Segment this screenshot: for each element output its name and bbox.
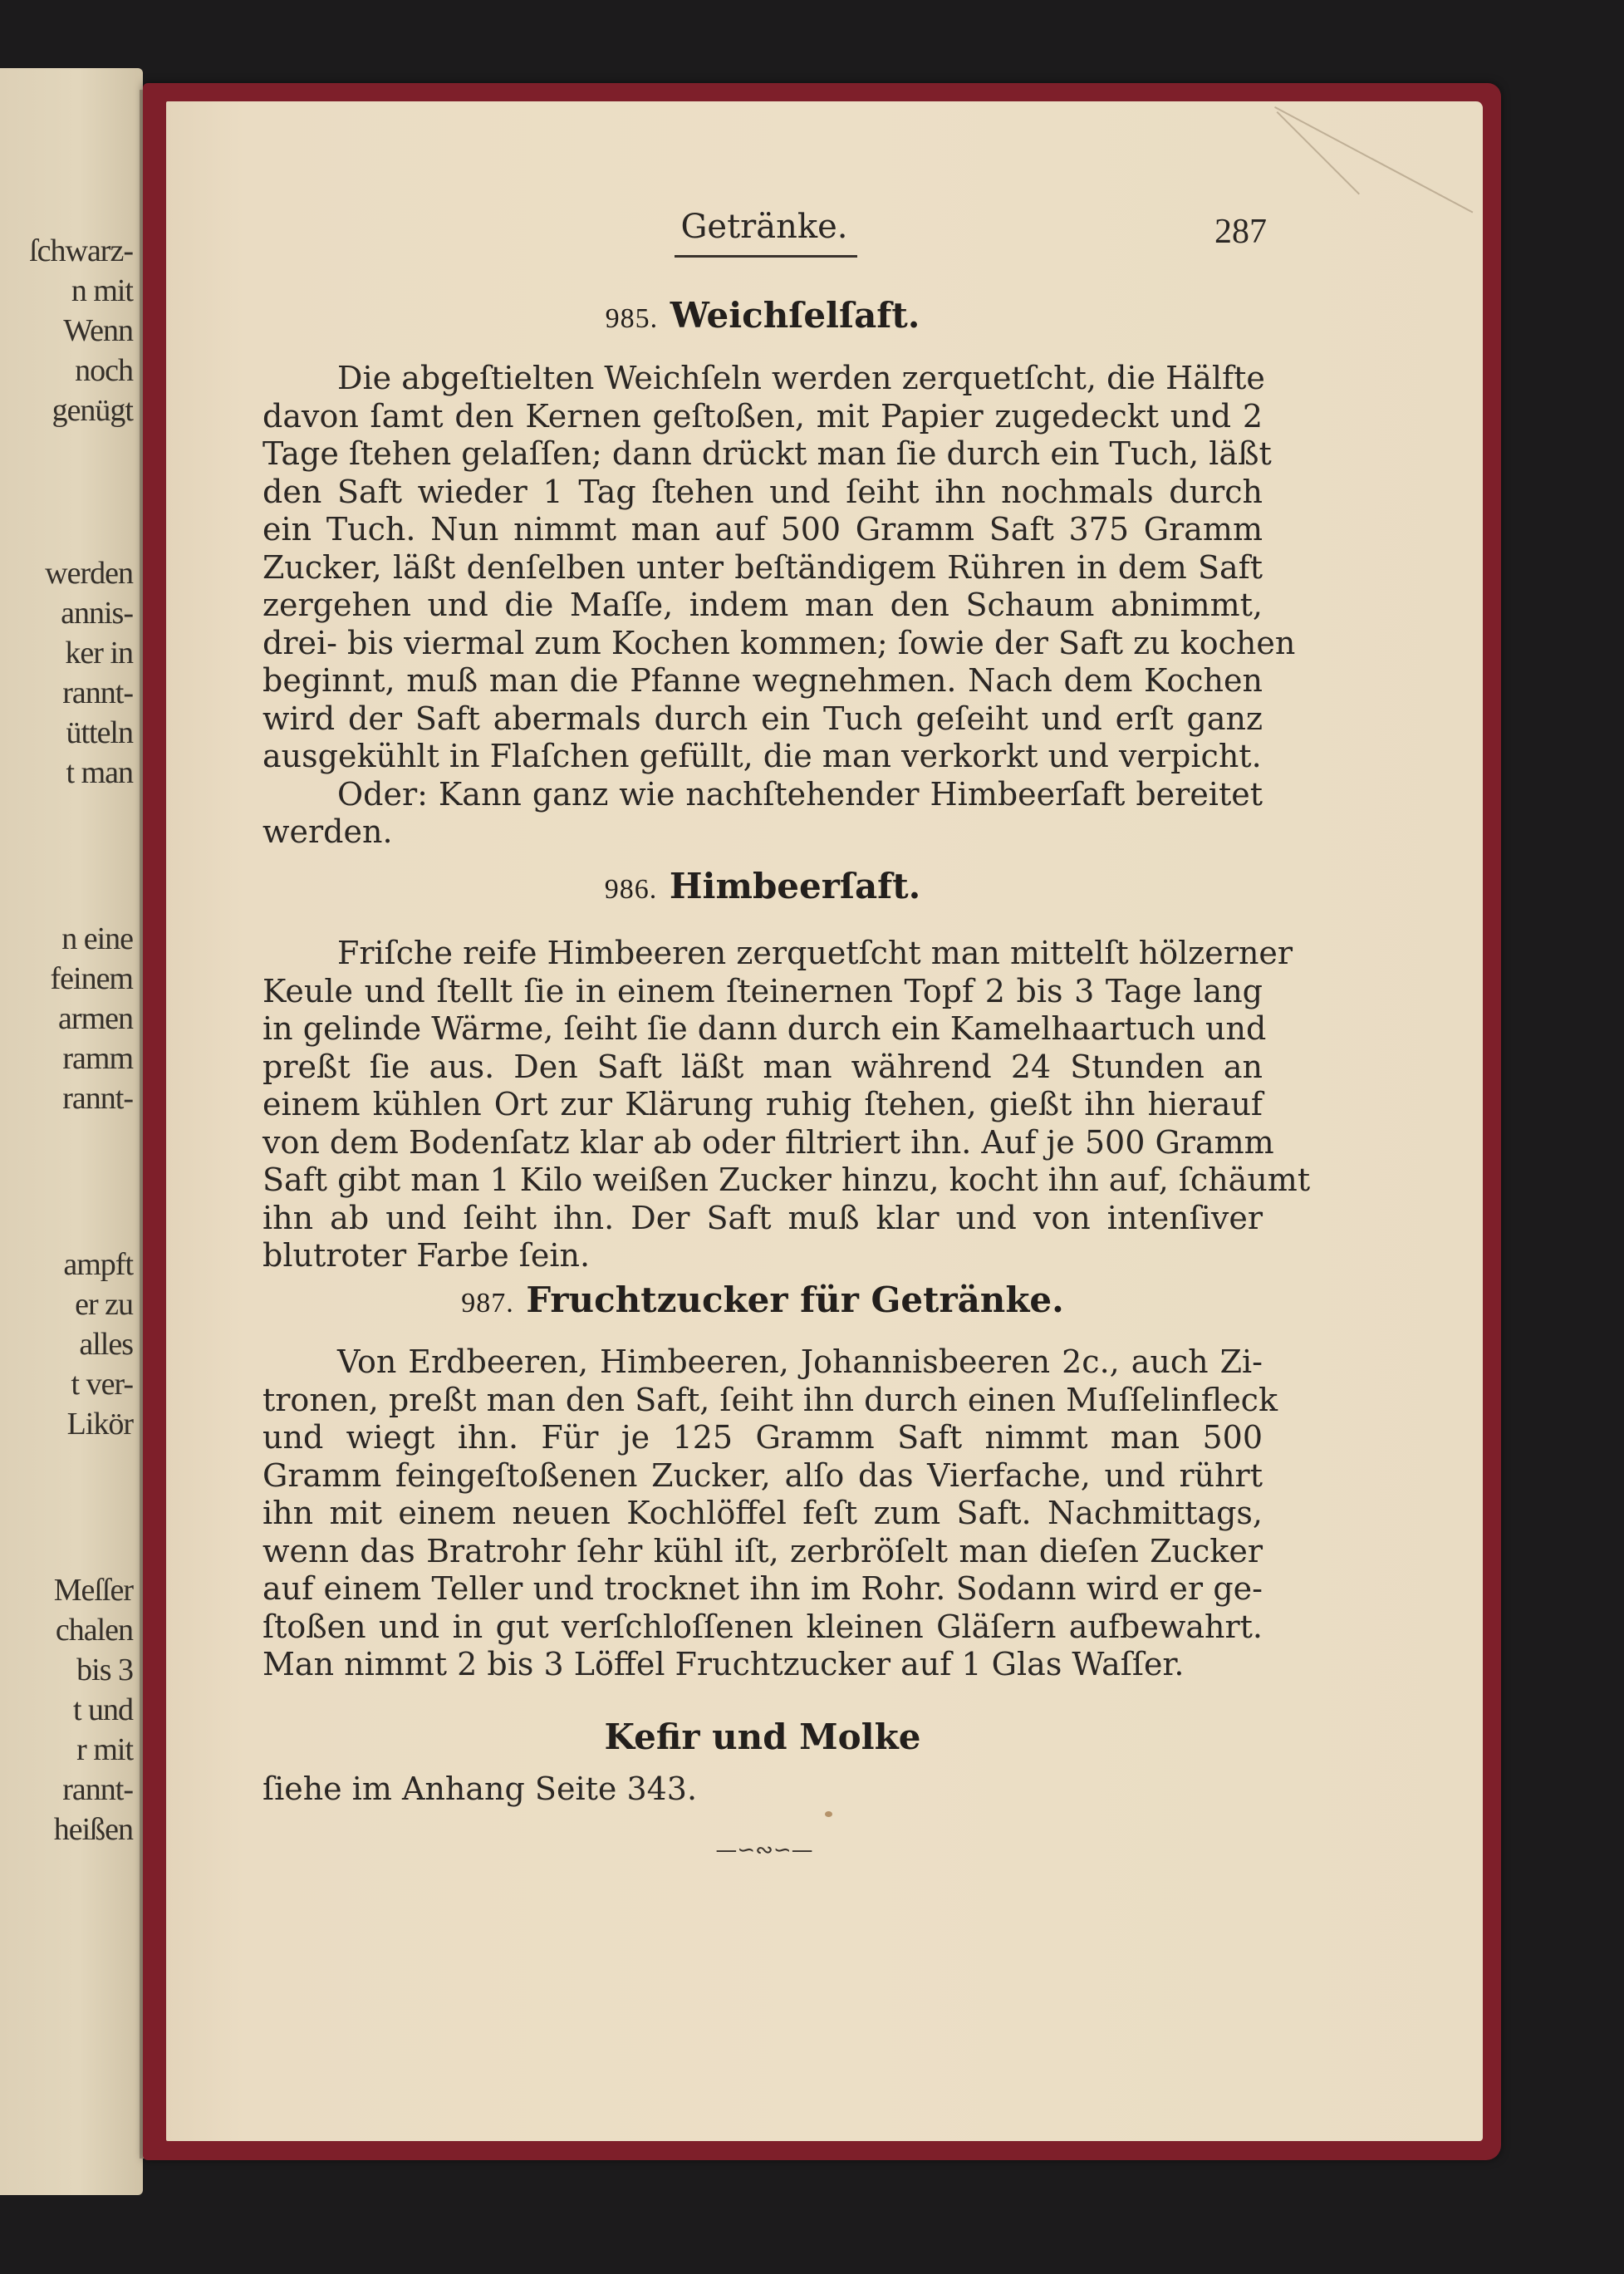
left-page-fragment: ſchwarz- — [29, 233, 133, 268]
body-line: Die abgeſtielten Weichſeln werden zerquetſcht, die Hälfte — [337, 360, 1265, 396]
body-line: zergehen und die Maſſe, indem man den Schaum abnimmt, — [262, 587, 1263, 623]
left-page-fragment: alles — [79, 1327, 133, 1362]
left-page-fragment: werden — [45, 556, 133, 591]
left-page-fragment: rannt- — [62, 675, 133, 710]
left-page-fragment: ampft — [63, 1247, 133, 1282]
left-page-fragment: annis- — [61, 596, 133, 631]
body-line: drei- bis viermal zum Kochen kommen; ſowie der Saft zu kochen — [262, 624, 1296, 661]
left-page-fragment: noch — [75, 353, 133, 388]
recipe-title: Weichſelſaft. — [670, 295, 920, 336]
body-line: Keule und ſtellt ſie in einem ſteinernen Topf 2 bis 3 Tage lang — [262, 972, 1263, 1009]
recipe-title: Fruchtzucker für Getränke. — [526, 1279, 1064, 1320]
left-page-fragment: chalen — [55, 1613, 133, 1648]
left-page-fragment: n eine — [61, 921, 133, 956]
section-kefir-heading — [262, 1717, 1263, 1757]
left-page-fragment: rannt- — [62, 1081, 133, 1116]
left-page-fragment: feinem — [50, 961, 133, 996]
section-986-heading — [262, 866, 1263, 906]
left-page-fragment: rannt- — [62, 1772, 133, 1807]
running-header-rule — [675, 255, 857, 258]
page-number: 287 — [1214, 213, 1267, 251]
body-line: Saft gibt man 1 Kilo weißen Zucker hinzu, kocht ihn auf, ſchäumt — [262, 1162, 1311, 1198]
body-line: beginnt, muß man die Pfanne wegnehmen. Nach dem Kochen — [262, 662, 1263, 699]
body-line: Oder: Kann ganz wie nachſtehender Himbeerſaft bereitet — [337, 775, 1263, 813]
body-line: ihn ab und ſeiht ihn. Der Saft muß klar und von intenſiver — [262, 1199, 1263, 1236]
body-line: wird der Saft abermals durch ein Tuch geſeiht und erſt ganz — [262, 700, 1263, 737]
body-line: Zucker, läßt denſelben unter beſtändigem Rühren in dem Saft — [262, 548, 1263, 586]
body-line: Man nimmt 2 bis 3 Löffel Fruchtzucker auf 1 Glas Waſſer. — [262, 1646, 1185, 1682]
body-line: von dem Bodenſatz klar ab oder filtriert ihn. Auf je 500 Gramm — [262, 1123, 1274, 1161]
body-line: den Saft wieder 1 Tag ſtehen und ſeiht ihn nochmals durch — [262, 473, 1263, 510]
recipe-title: Kefir und Molke — [604, 1717, 921, 1757]
body-line: Tage ſtehen gelaſſen; dann drückt man ſie durch ein Tuch, läßt — [262, 435, 1272, 472]
body-line: ſtoßen und in gut verſchloſſenen kleinen Gläſern aufbewahrt. — [262, 1608, 1263, 1645]
recipe-title: Himbeerſaft. — [669, 866, 921, 906]
left-page-fragment: n mit — [71, 273, 133, 308]
body-line: preßt ſie aus. Den Saft läßt man während 24 Stunden an — [262, 1048, 1263, 1085]
body-line: und wiegt ihn. Für je 125 Gramm Saft nimmt man 500 — [262, 1419, 1263, 1456]
body-line: in gelinde Wärme, ſeiht ſie dann durch ein Kamelhaartuch und — [262, 1010, 1267, 1047]
section-985-heading — [262, 295, 1263, 336]
body-line: einem kühlen Ort zur Klärung ruhig ſtehen, gießt ihn hierauf — [262, 1086, 1263, 1122]
body-line: ſiehe im Anhang Seite 343. — [262, 1771, 698, 1807]
body-line: Von Erdbeeren, Himbeeren, Johannisbeeren 2c., auch Zi- — [337, 1343, 1263, 1380]
left-page-fragment: Meſſer — [53, 1573, 133, 1608]
left-page-fragment: Wenn — [63, 313, 133, 348]
left-page-fragment: t man — [66, 755, 133, 790]
body-line: ein Tuch. Nun nimmt man auf 500 Gramm Saft 375 Gramm — [262, 511, 1263, 548]
end-ornament: —∽∾∽— — [715, 1838, 813, 1863]
body-line: blutroter Farbe ſein. — [262, 1237, 591, 1274]
left-page-fragment: Likör — [66, 1407, 133, 1442]
body-line: werden. — [262, 813, 393, 850]
left-page-fragment: heißen — [53, 1812, 133, 1847]
recipe-number: 985. — [605, 303, 659, 334]
body-line: Friſche reife Himbeeren zerquetſcht man mittelſt hölzerner — [337, 935, 1293, 971]
section-987-heading — [262, 1279, 1263, 1320]
recipe-number: 986. — [604, 874, 658, 905]
left-page-fragment: ker in — [65, 636, 133, 670]
recipe-number: 987. — [461, 1288, 514, 1319]
left-page-fragment: t ver- — [71, 1367, 133, 1402]
left-page-fragment: genügt — [52, 393, 133, 428]
body-line: auf einem Teller und trocknet ihn im Rohr. Sodann wird er ge- — [262, 1570, 1263, 1607]
body-line: ihn mit einem neuen Kochlöffel feſt zum Saft. Nachmittags, — [262, 1495, 1263, 1531]
left-page-fragment: ramm — [62, 1041, 133, 1076]
paper-speck — [825, 1811, 832, 1817]
left-page-fragment: bis 3 — [76, 1653, 133, 1687]
left-page — [0, 68, 143, 2195]
left-page-fragment: r mit — [76, 1732, 133, 1767]
body-line: Gramm feingeſtoßenen Zucker, alſo das Vierfache, und rührt — [262, 1456, 1263, 1494]
left-page-fragment: armen — [58, 1001, 133, 1036]
left-page-fragment: t und — [72, 1692, 133, 1727]
body-line: wenn das Bratrohr ſehr kühl iſt, zerbröſelt man dieſen Zucker — [262, 1532, 1263, 1569]
left-page-fragment: er zu — [75, 1287, 133, 1322]
running-header-title: Getränke. — [680, 208, 848, 246]
left-page-fragment: ütteln — [66, 715, 133, 750]
body-line: tronen, preßt man den Saft, ſeiht ihn durch einen Muſſelinfleck — [262, 1381, 1278, 1418]
body-line: ausgekühlt in Flaſchen gefüllt, die man verkorkt und verpicht. — [262, 738, 1262, 774]
body-line: davon ſamt den Kernen geſtoßen, mit Papier zugedeckt und 2 — [262, 397, 1263, 435]
